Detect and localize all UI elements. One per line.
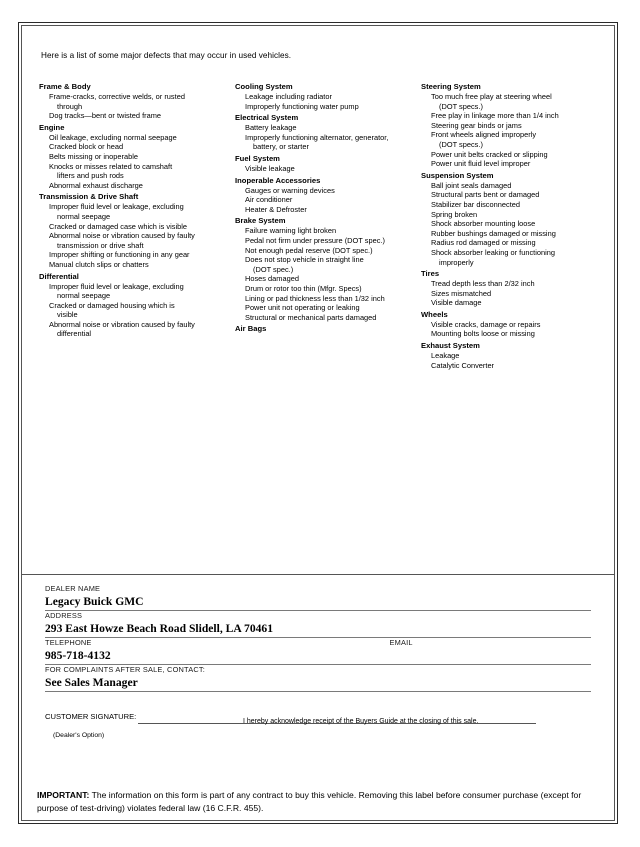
- defect-item: Lining or pad thickness less than 1/32 inch: [245, 293, 385, 303]
- defect-item: Front wheels aligned improperly (DOT specs.): [431, 130, 537, 149]
- defect-item: Too much free play at steering wheel (DOT specs.): [431, 92, 552, 111]
- defect-category: [421, 309, 595, 339]
- defect-item: Cracked or damaged housing which is visible: [49, 300, 175, 320]
- defect-item: Oil leakage, excluding normal seepage: [49, 132, 177, 142]
- defect-item: Belts missing or inoperable: [49, 151, 139, 161]
- telephone-value: 985-718-4132: [45, 649, 111, 662]
- defect-item: Shock absorber mounting loose: [431, 219, 536, 229]
- dealer-address-field: [45, 611, 591, 638]
- dealer-name-label: DEALER NAME: [45, 584, 101, 593]
- signature-sublabel: (Dealer's Option): [53, 732, 105, 739]
- defect-item: Drum or rotor too thin (Mfgr. Specs): [245, 283, 362, 293]
- category-title: Air Bags: [235, 324, 267, 334]
- important-heading: IMPORTANT:: [37, 790, 90, 800]
- defect-category: [421, 81, 595, 169]
- dealer-info-block: [21, 574, 615, 739]
- defect-category: [39, 191, 235, 269]
- defect-item: Gauges or warning devices: [245, 185, 335, 195]
- defect-item: Leakage including radiator: [245, 92, 332, 101]
- defect-item: Free play in linkage more than 1/4 inch: [431, 111, 559, 121]
- defect-item: Spring broken: [431, 209, 478, 219]
- defect-item: Structural parts bent or damaged: [431, 190, 540, 200]
- defect-item: Abnormal noise or vibration caused by faulty differential: [49, 319, 195, 339]
- dealer-address-value: 293 East Howze Beach Road Slidell, LA 70461: [45, 622, 274, 635]
- defect-item: Hoses damaged: [245, 274, 299, 284]
- defect-item: Stabilizer bar disconnected: [431, 199, 521, 209]
- category-title: Differential: [39, 271, 79, 281]
- complaints-label: FOR COMPLAINTS AFTER SALE, CONTACT:: [45, 665, 206, 674]
- category-title: Engine: [39, 122, 65, 132]
- telephone-label: TELEPHONE: [45, 638, 92, 647]
- defect-item: Frame-cracks, corrective welds, or rusted through: [49, 92, 185, 111]
- defect-item: Catalytic Converter: [431, 360, 495, 370]
- acknowledgement-text: I hereby acknowledge receipt of the Buyers Guide at the closing of this sale.: [243, 718, 479, 725]
- defect-item: Improper fluid level or leakage, excluding normal seepage: [49, 281, 184, 301]
- defect-item: Power unit not operating or leaking: [245, 303, 360, 313]
- defect-category: [39, 122, 235, 191]
- defect-item: Manual clutch slips or chatters: [49, 259, 149, 269]
- defect-item: Improperly functioning water pump: [245, 101, 359, 111]
- defect-item: Steering gear binds or jams: [431, 120, 522, 130]
- defect-item: Leakage: [431, 351, 460, 361]
- defects-column-1: [39, 81, 235, 371]
- dealer-name-value: Legacy Buick GMC: [45, 595, 144, 608]
- defect-category: [235, 323, 421, 334]
- defect-item: Battery leakage: [245, 123, 297, 133]
- defect-item: Cracked block or head: [49, 142, 124, 152]
- defect-category: [235, 215, 421, 322]
- category-title: Fuel System: [235, 153, 280, 163]
- defect-item: Heater & Defroster: [245, 204, 307, 214]
- defect-category: [421, 268, 595, 308]
- category-title: Steering System: [421, 82, 481, 91]
- complaints-contact-field: [45, 665, 591, 692]
- email-value: [390, 648, 591, 663]
- category-title: Suspension System: [421, 170, 494, 180]
- telephone-email-row: [45, 638, 591, 663]
- defect-item: Visible cracks, damage or repairs: [431, 319, 541, 329]
- defects-column-3: [421, 81, 595, 371]
- defect-item: Radius rod damaged or missing: [431, 238, 536, 248]
- defect-category: [235, 175, 421, 215]
- category-title: Brake System: [235, 216, 286, 226]
- signature-label: CUSTOMER SIGNATURE:: [45, 712, 137, 721]
- buyers-guide-page: [18, 22, 618, 824]
- category-title: Electrical System: [235, 113, 299, 123]
- defect-item: Improperly functioning alternator, generator, battery, or starter: [245, 132, 389, 152]
- defect-item: Tread depth less than 2/32 inch: [431, 279, 535, 289]
- defect-item: Abnormal exhaust discharge: [49, 180, 143, 190]
- defect-item: Power unit belts cracked or slipping: [431, 149, 548, 159]
- defect-item: Pedal not firm under pressure (DOT spec.): [245, 235, 385, 245]
- defect-category: [421, 170, 595, 267]
- defect-item: Improper fluid level or leakage, excluding normal seepage: [49, 202, 184, 221]
- dealer-address-label: ADDRESS: [45, 611, 83, 620]
- category-title: Cooling System: [235, 82, 293, 91]
- defect-item: Power unit fluid level improper: [431, 159, 531, 169]
- defect-item: Cracked or damaged case which is visible: [49, 221, 188, 231]
- defect-category: [39, 271, 235, 340]
- defects-column-2: [235, 81, 421, 371]
- defect-item: Mounting bolts loose or missing: [431, 329, 535, 339]
- defect-item: Visible damage: [431, 298, 482, 308]
- email-label: EMAIL: [389, 638, 413, 647]
- defect-item: Visible leakage: [245, 163, 295, 173]
- category-title: Transmission & Drive Shaft: [39, 192, 139, 202]
- complaints-value: See Sales Manager: [45, 676, 138, 689]
- defect-item: Knocks or misses related to camshaft lifters and push rods: [49, 161, 173, 181]
- defect-item: Abnormal noise or vibration caused by faulty transmission or drive shaft: [49, 231, 195, 250]
- defect-item: Not enough pedal reserve (DOT spec.): [245, 245, 373, 255]
- category-title: Exhaust System: [421, 341, 480, 351]
- defect-category: [235, 112, 421, 152]
- defect-item: Ball joint seals damaged: [431, 180, 512, 190]
- defect-category: [235, 81, 421, 111]
- category-title: Inoperable Accessories: [235, 175, 321, 185]
- defect-item: Shock absorber leaking or functioning improperly: [431, 247, 556, 267]
- important-notice: [37, 789, 599, 815]
- intro-text: Here is a list of some major defects that may occur in used vehicles.: [41, 51, 292, 60]
- category-title: Tires: [421, 269, 440, 279]
- defect-category: [421, 340, 595, 370]
- defect-item: Dog tracks—bent or twisted frame: [49, 111, 162, 121]
- defect-item: Sizes mismatched: [431, 288, 492, 298]
- category-title: Wheels: [421, 309, 448, 319]
- customer-signature-area: [45, 706, 591, 739]
- defect-category: [39, 81, 235, 121]
- defect-item: Structural or mechanical parts damaged: [245, 312, 377, 322]
- dealer-email-field: [384, 638, 591, 663]
- important-text: The information on this form is part of any contract to buy this vehicle. Removing this label before consumer purchase (except for purpose of test-driving) violates federal law (16 C.F.R. 455).: [37, 790, 582, 813]
- defect-item: Failure warning light broken: [245, 226, 337, 236]
- dealer-name-field: [45, 584, 591, 611]
- major-defects-list: [39, 81, 595, 371]
- defect-item: Rubber bushings damaged or missing: [431, 228, 556, 238]
- defect-item: Does not stop vehicle in straight line (DOT spec.): [245, 255, 364, 274]
- defect-item: Air conditioner: [245, 195, 293, 205]
- dealer-telephone-field: [45, 638, 384, 663]
- divider: [45, 691, 591, 692]
- category-title: Frame & Body: [39, 82, 91, 91]
- defect-category: [235, 153, 421, 174]
- defect-item: Improper shifting or functioning in any gear: [49, 250, 190, 260]
